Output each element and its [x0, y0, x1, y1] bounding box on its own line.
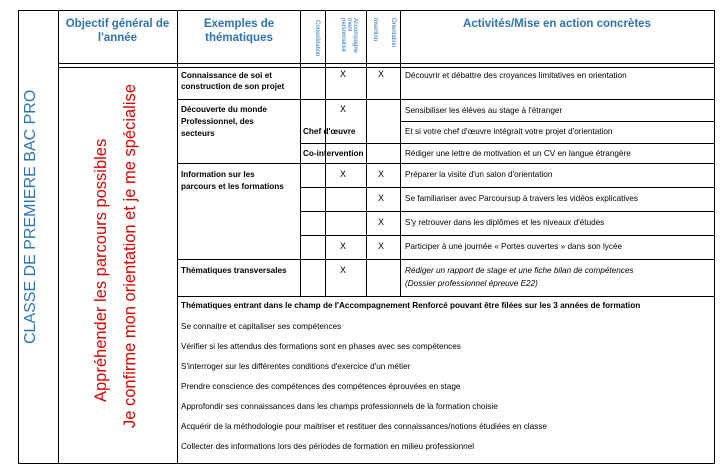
mark-orientation-4: X	[377, 193, 384, 203]
transversal-item: Approfondir ses connaissances dans les champs professionnels de la formation choisie	[181, 402, 498, 411]
header-orientation: Orientation	[390, 18, 396, 48]
theme-connaissance-2: construction de son projet	[181, 82, 285, 91]
table-border-right	[714, 10, 715, 464]
activity-9: Rédiger un rapport de stage et une fiche bilan de compétences	[405, 266, 634, 275]
objectif-line-2: Je confirme mon orientation et je me spécialise	[121, 84, 139, 428]
divider	[177, 10, 178, 464]
activity-1: Découvrir et débattre des croyances limitatives en orientation	[405, 71, 627, 80]
header-activites: Activités/Mise en action concrètes	[463, 18, 651, 30]
row-divider	[300, 187, 715, 188]
side-title: CLASSE DE PREMIERE BAC PRO	[22, 89, 39, 344]
objectif-line-1: Appréhender les parcours possibles	[92, 138, 110, 402]
header-consolidation: Consolidation	[314, 20, 320, 57]
row-divider	[300, 211, 715, 212]
activity-6: Se familiariser avec Parcoursup à travers les vidéos explicatives	[405, 194, 638, 203]
activity-4: Rédiger une lettre de motivation et un CV en langue étrangère	[405, 149, 631, 158]
row-divider	[177, 99, 715, 100]
mark-orientation-1: X	[377, 69, 384, 79]
transversal-item: Prendre conscience des compétences des compétences éprouvées en stage	[181, 382, 461, 391]
row-divider	[177, 296, 715, 297]
transversal-item: Vérifier si les attendus des formations sont en phases avec ses compétences	[181, 342, 461, 351]
row-divider	[177, 163, 715, 164]
header-objectif: Objectif général de l'année	[65, 18, 170, 44]
header-insertion: Insertion	[372, 18, 378, 42]
table-border-left	[18, 10, 19, 464]
mark-accompagnement-1: X	[339, 69, 346, 79]
activity-2: Sensibiliser les élèves au stage à l'étranger	[405, 106, 563, 115]
header-divider	[58, 63, 715, 64]
theme-information-2: parcours et les formations	[181, 182, 284, 191]
transversal-title: Thématiques entrant dans le champ de l'Accompagnement Renforcé pouvant être filées sur les 3 années de formation	[181, 301, 641, 310]
header-exemples: Exemples de thématiques	[203, 18, 275, 44]
theme-connaissance: Connaissance de soi et	[181, 71, 273, 80]
mark-accompagnement-6: X	[339, 241, 346, 251]
mark-orientation-3: X	[377, 169, 384, 179]
activity-3: Et si votre chef d'œuvre intégrait votre projet d'orientation	[405, 127, 613, 136]
activity-9-note: (Dossier professionnel épreuve E22)	[405, 279, 538, 288]
header-accompagnement: Accompagne ment personnalisé	[340, 18, 358, 54]
activity-8: Participer à une journée « Portes ouvertes » dans son lycée	[405, 242, 623, 251]
divider	[58, 10, 59, 464]
theme-decouverte-3: secteurs	[181, 129, 215, 138]
theme-information: Information sur les	[181, 170, 255, 179]
divider	[400, 121, 401, 163]
theme-decouverte-2: Professionnel, des	[181, 117, 254, 126]
row-divider	[300, 143, 715, 144]
mark-accompagnement-3: X	[339, 169, 346, 179]
transversal-item: Se connaitre et capitaliser ses compétences	[181, 322, 342, 331]
activity-7: S'y retrouver dans les diplômes et les niveaux d'études	[405, 218, 605, 227]
table-border-bottom	[18, 463, 715, 464]
activity-5: Préparer la visite d'un salon d'orientation	[405, 170, 553, 179]
transversal-item: S'interroger sur les différentes conditions d'exercice d'un métier	[181, 362, 411, 371]
divider	[366, 10, 367, 296]
row-divider	[300, 235, 715, 236]
mark-orientation-6: X	[377, 241, 384, 251]
header-divider	[58, 67, 715, 68]
mark-orientation-5: X	[377, 217, 384, 227]
theme-co-intervention: Co-intervention	[303, 149, 364, 158]
row-divider	[177, 259, 715, 260]
theme-decouverte: Découverte du monde	[181, 105, 267, 114]
theme-chef-oeuvre: Chef d'œuvre	[303, 127, 356, 136]
transversal-item: Collecter des informations lors des périodes de formation en milieu professionnel	[181, 442, 475, 451]
mark-accompagnement-7: X	[339, 265, 346, 275]
theme-transversales: Thématiques transversales	[181, 266, 287, 275]
divider	[300, 10, 301, 296]
mark-accompagnement-2: X	[339, 104, 346, 114]
transversal-item: Acquérir de la méthodologie pour maitriser et restituer des connaissances/notions étudiées en classe	[181, 422, 547, 431]
row-divider	[400, 121, 715, 122]
